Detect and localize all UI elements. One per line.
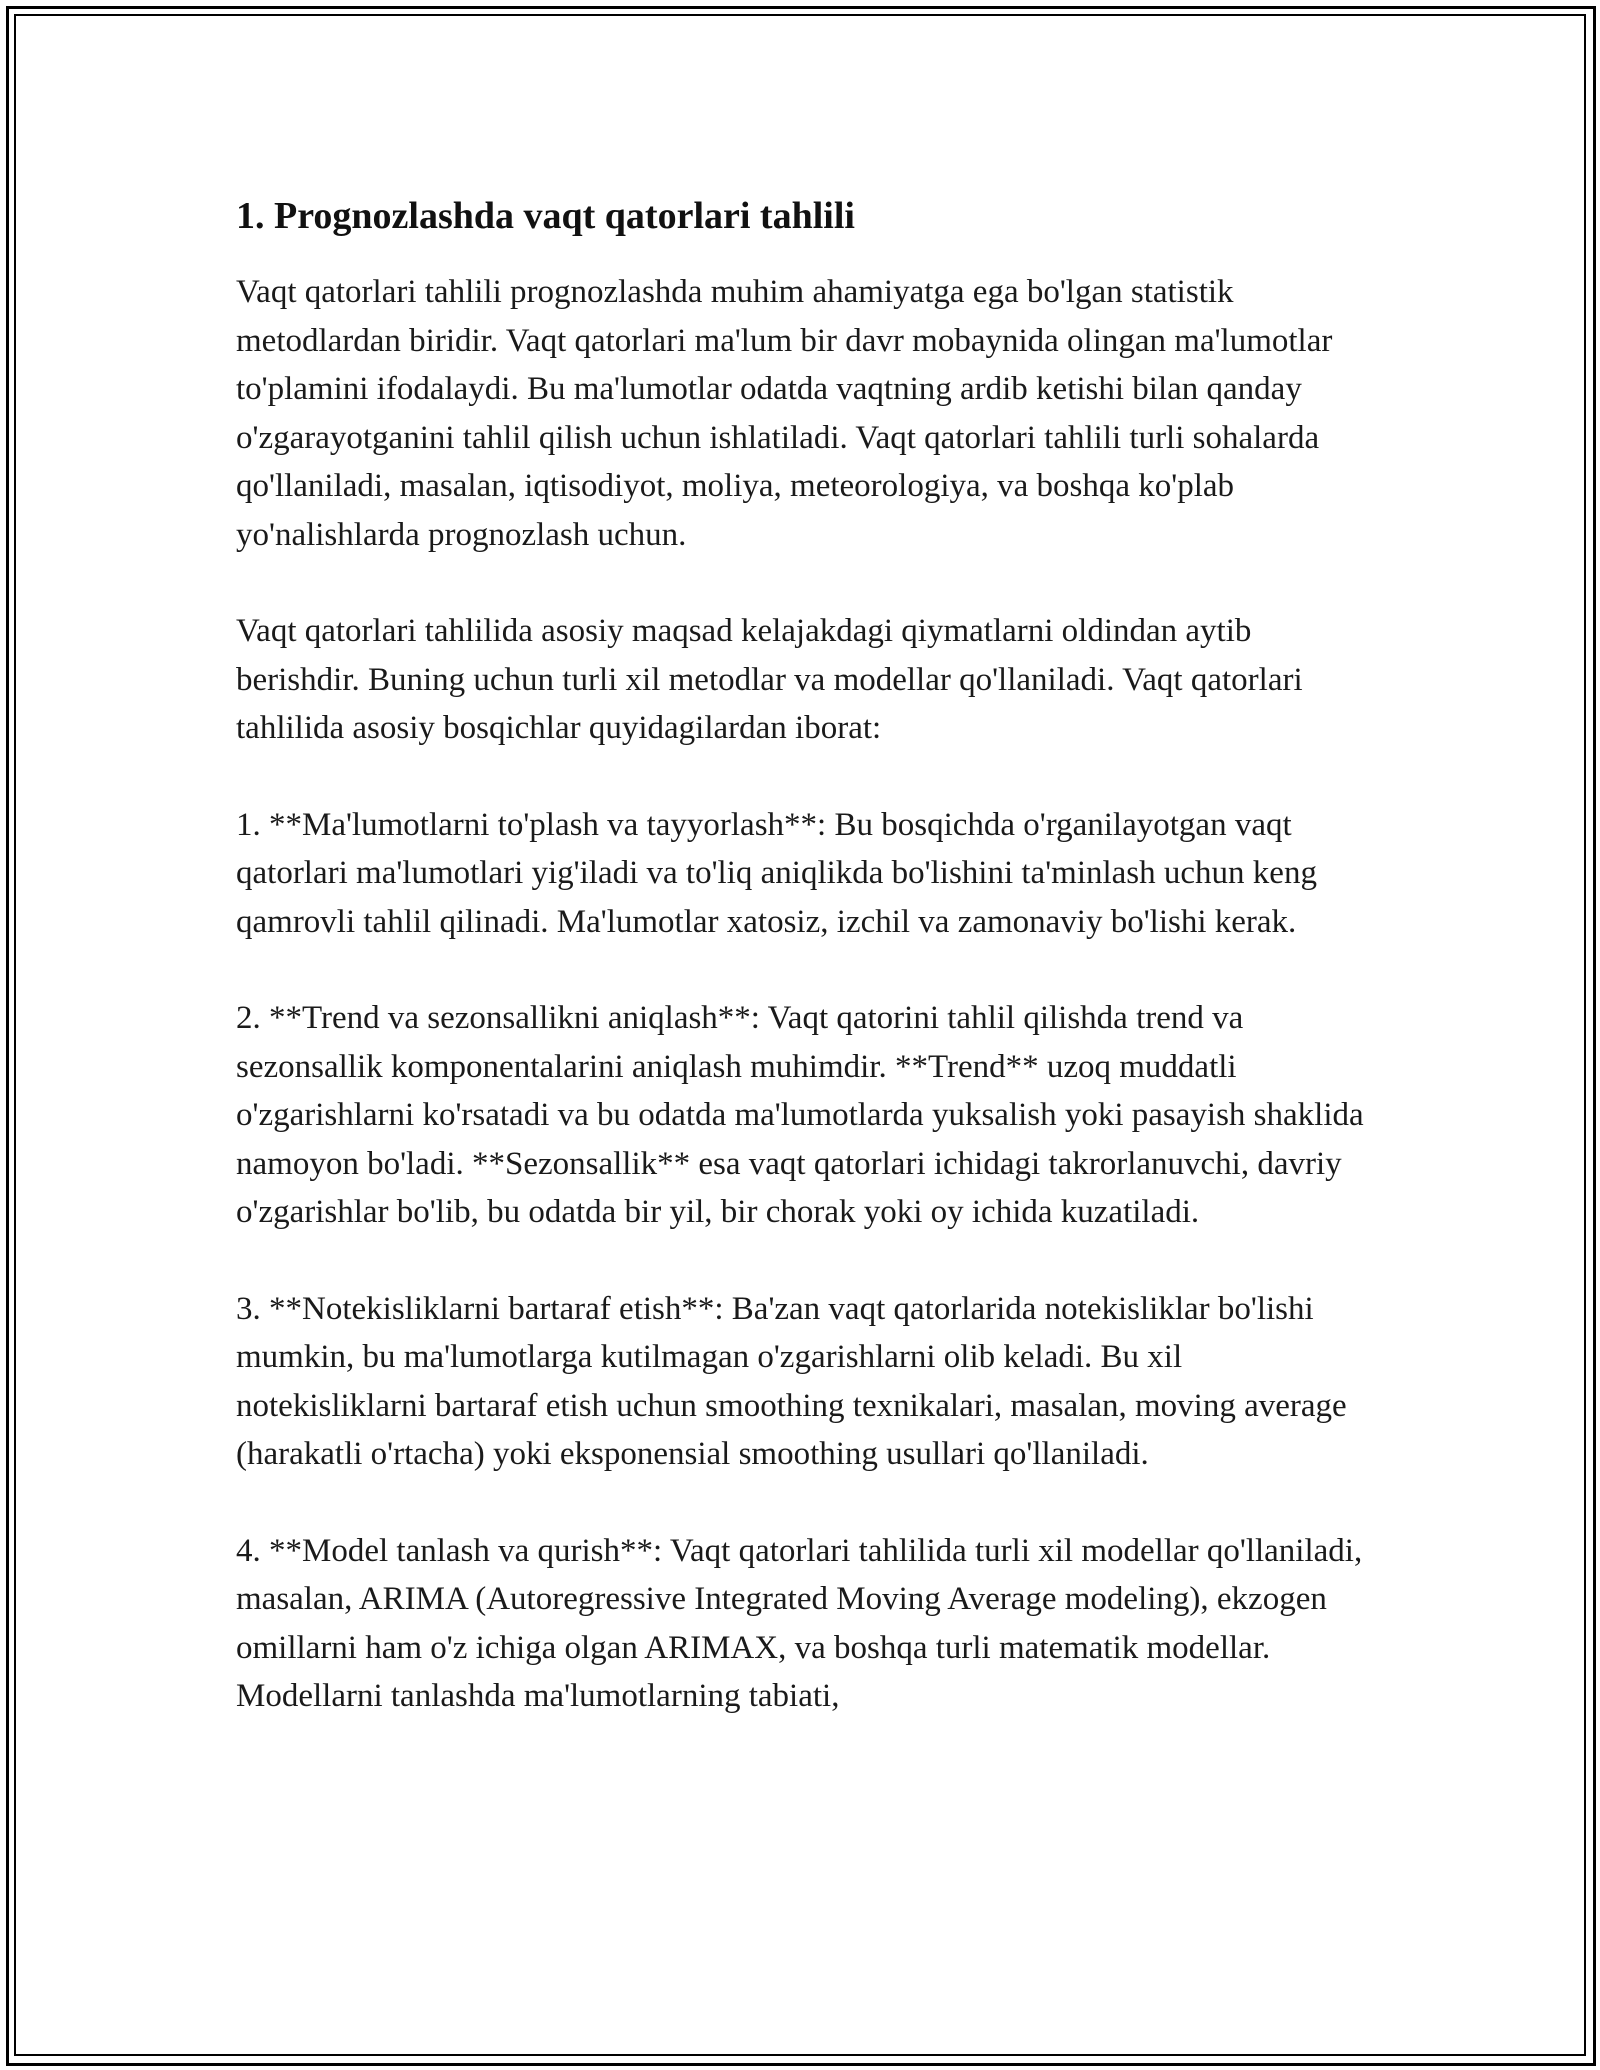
paragraph-step-2: 2. **Trend va sezonsallikni aniqlash**: Vaqt qatorini tahlil qilishda trend va sezonsallik komponentalarini aniqlash muhimdir. **Trend** uzoq muddatli o'zgarishlarni ko'rsatadi va bu odatda ma'lumotlarda yuksalish yoki pasayish shaklida namoyon bo'ladi. **Sezonsallik** esa vaqt qatorlari ichidagi takrorlanuvchi, davriy o'zgarishlar bo'lib, bu odatda bir yil, bir chorak yoki oy ichida kuzatiladi. [236, 1000, 1364, 1230]
paragraph-step-4: 4. **Model tanlash va qurish**: Vaqt qatorlari tahlilida turli xil modellar qo'llaniladi, masalan, ARIMA (Autoregressive Integrated Moving Average modeling), ekzogen omillarni ham o'z ichiga olgan ARIMAX, va boshqa turli matematik modellar. Modellarni tanlashda ma'lumotlarning tabiati, [236, 1532, 1363, 1714]
paragraph-intro: Vaqt qatorlari tahlili prognozlashda muhim ahamiyatga ega bo'lgan statistik metodlardan biridir. Vaqt qatorlari ma'lum bir davr mobaynida olingan ma'lumotlar to'plamini ifodalaydi. Bu ma'lumotlar odatda vaqtning ardib ketishi bilan qanday o'zgarayotganini tahlil qilish uchun ishlatiladi. Vaqt qatorlari tahlili turli sohalarda qo'llaniladi, masalan, iqtisodiyot, moliya, meteorologiya, va boshqa ko'plab yo'nalishlarda prognozlash uchun. [236, 274, 1333, 553]
paragraph-step-3: 3. **Notekisliklarni bartaraf etish**: Ba'zan vaqt qatorlarida notekisliklar bo'lishi mumkin, bu ma'lumotlarga kutilmagan o'zgarishlarni olib keladi. Bu xil notekisliklarni bartaraf etish uchun smoothing texnikalari, masalan, moving average (harakatli o'rtacha) yoki eksponensial smoothing usullari qo'llaniladi. [236, 1290, 1347, 1472]
document-heading: 1. Prognozlashda vaqt qatorlari tahlili [236, 195, 855, 237]
document-body [236, 186, 1366, 1769]
paragraph-step-1: 1. **Ma'lumotlarni to'plash va tayyorlash**: Bu bosqichda o'rganilayotgan vaqt qatorlari ma'lumotlari yig'iladi va to'liq aniqlikda bo'lishini ta'minlash uchun keng qamrovli tahlil qilinadi. Ma'lumotlar xatosiz, izchil va zamonaviy bo'lishi kerak. [236, 806, 1317, 940]
paragraph-stages-intro: Vaqt qatorlari tahlilida asosiy maqsad kelajakdagi qiymatlarni oldindan aytib berishdir. Buning uchun turli xil metodlar va modellar qo'llaniladi. Vaqt qatorlari tahlilida asosiy bosqichlar quyidagilardan iborat: [236, 613, 1303, 746]
